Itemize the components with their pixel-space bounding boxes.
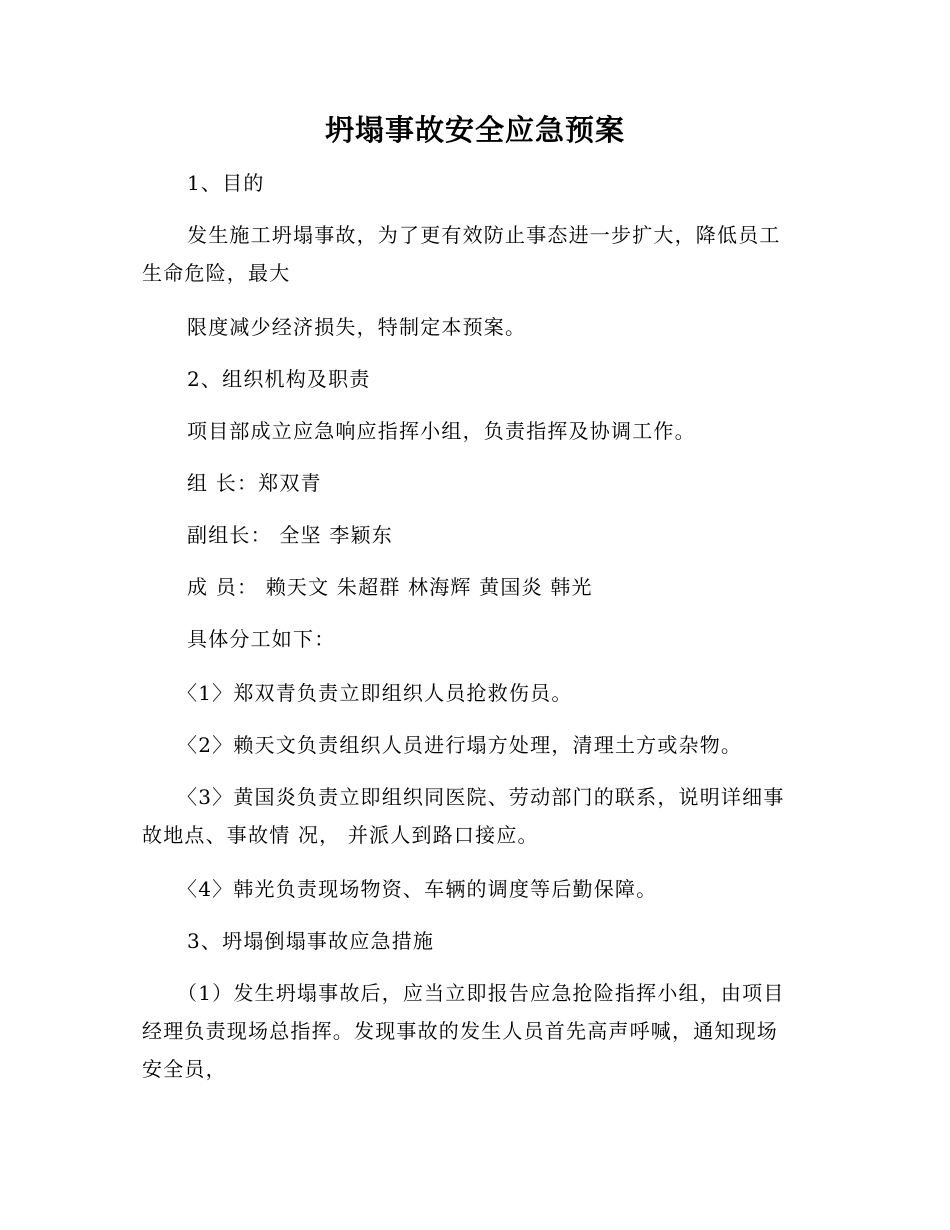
section-heading-organization: 2、组织机构及职责 [187,367,371,391]
paragraph-line: 生命危险，最大 [142,261,291,285]
measure-item-1-continued: 安全员， [142,1057,227,1081]
deputy-leader-line: 副组长： 全坚 李颖东 [187,523,393,547]
document-title: 坍塌事故安全应急预案 [324,113,625,147]
duty-item-4: 〈4〉韩光负责现场物资、车辆的调度等后勤保障。 [177,877,658,901]
team-leader-line: 组 长：郑双青 [187,471,322,495]
section-heading-purpose: 1、目的 [187,171,265,195]
members-line: 成 员： 赖天文 朱超群 林海辉 黄国炎 韩光 [187,575,593,599]
paragraph-line: 项目部成立应急响应指挥小组，负责指挥及协调工作。 [187,419,696,443]
duty-item-3: 〈3〉黄国炎负责立即组织同医院、劳动部门的联系，说明详细事 [177,785,785,809]
measure-item-1: （1）发生坍塌事故后，应当立即报告应急抢险指挥小组，由项目 [177,981,785,1005]
measure-item-1-continued: 经理负责现场总指挥。发现事故的发生人员首先高声呼喊，通知现场 [142,1019,778,1043]
duty-item-1: 〈1〉郑双青负责立即组织人员抢救伤员。 [177,681,573,705]
duty-item-3-continued: 故地点、事故情 况， 并派人到路口接应。 [142,823,539,847]
division-heading: 具体分工如下： [187,627,336,651]
paragraph-line: 限度减少经济损失，特制定本预案。 [187,315,527,339]
paragraph-line: 发生施工坍塌事故，为了更有效防止事态进一步扩大，降低员工 [187,223,781,247]
section-heading-measures: 3、坍塌倒塌事故应急措施 [187,929,435,953]
duty-item-2: 〈2〉赖天文负责组织人员进行塌方处理，清理土方或杂物。 [177,733,743,757]
